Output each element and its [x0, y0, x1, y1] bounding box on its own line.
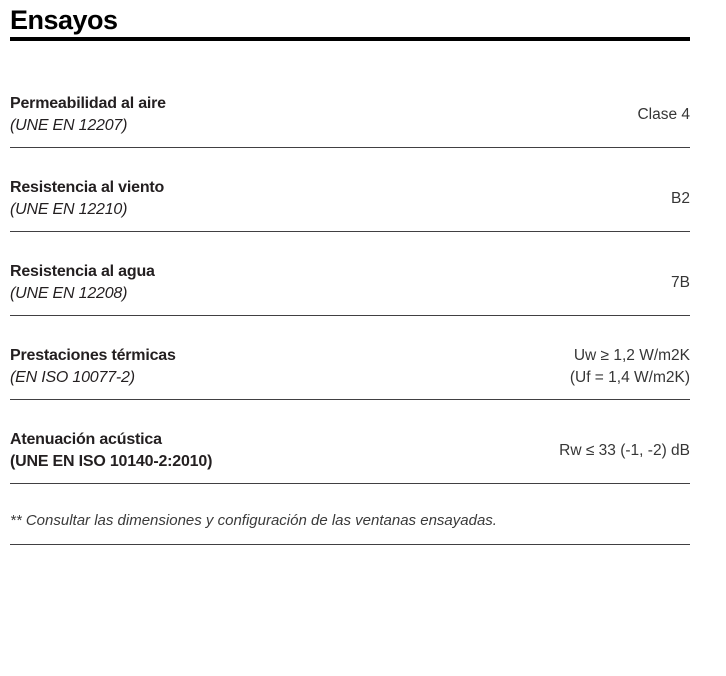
- test-name: Prestaciones térmicas: [10, 347, 176, 364]
- test-result: Clase 4: [637, 106, 690, 123]
- table-row: [10, 148, 690, 232]
- test-standard: (UNE EN 12207): [10, 117, 128, 134]
- test-label: [10, 429, 212, 473]
- test-result-line: Uw ≥ 1,2 W/m2K: [573, 347, 690, 364]
- footnote: [10, 484, 690, 545]
- test-result: 7B: [671, 274, 690, 291]
- test-standard: (UNE EN 12210): [10, 201, 128, 218]
- test-label: [10, 261, 155, 305]
- test-result-line: (Uf = 1,4 W/m2K): [569, 369, 690, 386]
- footnote-text: ** Consultar las dimensiones y configuración de las ventanas ensayadas.: [10, 512, 497, 529]
- test-standard: (EN ISO 10077-2): [10, 369, 135, 386]
- ensayos-section: [10, 0, 690, 545]
- test-name: Permeabilidad al aire: [10, 95, 166, 112]
- test-name: Resistencia al agua: [10, 263, 155, 280]
- test-label: [10, 177, 164, 221]
- test-result: [570, 345, 690, 389]
- table-row: [10, 316, 690, 400]
- test-standard: (UNE EN 12208): [10, 285, 128, 302]
- test-label: [10, 93, 166, 137]
- page-title: Ensayos: [10, 5, 118, 35]
- test-name: Atenuación acústica: [10, 431, 162, 448]
- test-result: Rw ≤ 33 (-1, -2) dB: [559, 442, 690, 459]
- table-row: [10, 232, 690, 316]
- table-row: [10, 400, 690, 484]
- test-label: [10, 345, 176, 389]
- test-standard: (UNE EN ISO 10140-2:2010): [10, 453, 213, 470]
- test-result: B2: [671, 190, 690, 207]
- test-name: Resistencia al viento: [10, 179, 165, 196]
- table-row: [10, 41, 690, 148]
